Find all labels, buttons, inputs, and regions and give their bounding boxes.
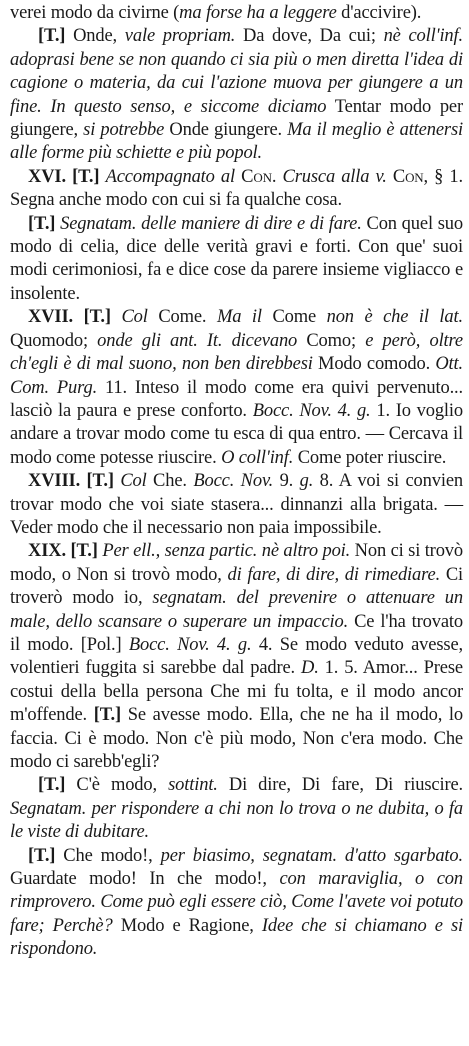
text-run: d'accivire). xyxy=(336,3,422,23)
entry-paragraph xyxy=(10,845,463,962)
text-run: Che modo!, xyxy=(55,845,161,866)
italic-text-run: non è che il lat. xyxy=(326,307,463,328)
entry-paragraph xyxy=(10,470,463,540)
italic-text-run: D. xyxy=(301,658,319,679)
text-run: , § 1. Segna anche modo con cui si fa qualche cosa. xyxy=(10,166,464,211)
italic-text-run: Accompagnato al xyxy=(105,166,236,187)
text-run: [T.] xyxy=(86,471,114,492)
text-run: Non ci si trovò modo, o Non si trovò modo, xyxy=(10,541,463,585)
entry-paragraph xyxy=(10,774,463,844)
italic-text-run: Crusca alla v. xyxy=(282,166,387,187)
italic-text-run: Bocc. Nov. 4. g. xyxy=(128,634,252,655)
text-run: Como; xyxy=(297,330,366,351)
text-run: 11. Inteso il modo come era quivi pervenuto... lasciò la paura e prese conforto. xyxy=(10,377,463,421)
text-run: Che. xyxy=(146,471,194,492)
text-run: Come xyxy=(261,307,327,328)
italic-text-run: ma forse ha a leggere xyxy=(179,3,337,23)
text-run: 4. Se modo veduto avesse, volentieri fuggita si sarebbe dal padre. xyxy=(10,634,463,679)
text-run: XVII. xyxy=(28,307,84,328)
italic-text-run: Col xyxy=(120,471,147,492)
italic-text-run: g. xyxy=(299,471,314,492)
text-run: Quomodo; xyxy=(10,330,98,351)
italic-text-run: nè coll'inf. adoprasi bene se non quando ci sia più o men diretta l'idea di cagione o materia, da cui l'azione muova per giungere a un fine. In questo senso, e siccome diciamo xyxy=(10,26,463,117)
text-run: [T.] xyxy=(38,26,66,47)
text-run: XIX. xyxy=(28,541,71,562)
text-run: [T.] xyxy=(83,307,111,328)
italic-text-run: Segnatam. per rispondere a chi non lo trova o ne dubita, o fa le viste di dubitare. xyxy=(10,798,463,843)
text-run: 9. xyxy=(273,471,300,492)
italic-text-run: O coll'inf. xyxy=(221,447,294,468)
text-run: Onde giungere. xyxy=(164,120,288,141)
text-run: 8. A voi si convien trovar modo che voi siate stasera... dinnanzi alla brigata. — Veder modo che il necessario non paia impossibile. xyxy=(10,471,463,538)
text-run: Ci troverò modo io, xyxy=(10,564,463,609)
italic-text-run: Bocc. Nov. 4. g. xyxy=(252,400,371,421)
text-run: [T.] xyxy=(72,166,100,187)
text-run: Come poter riuscire. xyxy=(293,447,447,468)
text-run: Di dire, Di fare, Di riuscire. xyxy=(217,775,463,796)
text-run: Con quel suo modo di celia, dice delle verità gravi e forti. Con que' suoi modi cerimoniosi, fa e dice cose da parere insieme vigliacco e insolente. xyxy=(10,213,463,304)
text-run: Guardate modo! In che modo!, xyxy=(10,869,280,890)
text-run: Ce l'ha trovato il modo. [Pol.] xyxy=(10,611,463,655)
italic-text-run: Ott. Com. Purg. xyxy=(10,354,464,398)
text-run: XVI. xyxy=(28,166,73,187)
italic-text-run: onde gli ant. It. dicevano xyxy=(97,330,298,351)
text-run: 1. Io voglio andare a trovar modo come tu esca di qua entro. — Cercava il modo come potesse riuscire. xyxy=(10,400,463,468)
text-run: [T.] xyxy=(28,213,56,234)
text-run: Modo comodo. xyxy=(312,354,436,375)
italic-text-run: e però, oltre ch'egli è di mal suono, non ben direbbesi xyxy=(10,330,463,375)
text-run: Da dove, Da cui; xyxy=(235,26,384,47)
italic-text-run: Ma il meglio è attenersi alle forme più schiette e più popol. xyxy=(10,120,463,164)
text-run: C xyxy=(235,166,254,187)
italic-text-run: Segnatam. delle maniere di dire e di fare. xyxy=(60,213,362,234)
italic-text-run: con maraviglia, o con rimprovero. Come può egli essere ciò, Come l'avete voi potuto fare; Perchè? xyxy=(10,869,463,936)
entry-paragraph xyxy=(10,213,463,307)
text-run: Tentar modo per giungere, xyxy=(10,96,463,141)
entry-paragraph xyxy=(10,2,463,25)
text-run: verei modo da civirne ( xyxy=(10,3,180,23)
text-run: [T.] xyxy=(28,845,56,866)
text-run: C xyxy=(386,166,406,187)
text-run: 1. 5. Amor... Prese costui della bella persona Che mi fu tolta, e il modo ancor m'offende. xyxy=(10,658,463,726)
text-run: XVIII. xyxy=(28,471,87,492)
italic-text-run: Ma il xyxy=(216,307,262,328)
text-run: C'è modo, xyxy=(65,775,169,796)
text-run: [T.] xyxy=(38,775,66,796)
text-run: [T.] xyxy=(70,541,98,562)
text-run xyxy=(111,307,122,327)
text-run: [T.] xyxy=(93,705,122,726)
text-run: . xyxy=(271,166,283,187)
italic-text-run: vale propriam. xyxy=(124,26,236,47)
entry-paragraph xyxy=(10,25,463,165)
entry-paragraph xyxy=(10,540,463,774)
text-run: Modo e Ragione, xyxy=(112,915,262,936)
italic-text-run: di fare, di dire, di rimediare. xyxy=(227,564,441,585)
text-run: Se avesse modo. Ella, che ne ha il modo, lo faccia. Ci è modo. Non c'è più modo, Non c'era modo. Che modo ci sarebb'egli? xyxy=(10,705,463,772)
italic-text-run: si potrebbe xyxy=(83,120,165,141)
italic-text-run: sottint. xyxy=(168,775,218,796)
italic-text-run: per biasimo, segnatam. d'atto sgarbato. xyxy=(160,845,463,866)
entry-paragraph xyxy=(10,306,463,470)
italic-text-run: Col xyxy=(121,307,148,328)
text-run: on xyxy=(253,166,272,187)
italic-text-run: Bocc. Nov. xyxy=(193,471,274,492)
entry-paragraph xyxy=(10,166,463,213)
text-run: Onde, xyxy=(65,26,125,47)
text-run: on xyxy=(405,166,424,187)
italic-text-run: Idee che si chiamano e si rispondono. xyxy=(10,915,463,960)
italic-text-run: segnatam. del prevenire o attenuare un male, dello scansare o superare un impaccio. xyxy=(10,588,463,632)
italic-text-run: Per ell., senza partic. nè altro poi. xyxy=(102,541,351,562)
text-run: Come. xyxy=(147,307,217,328)
